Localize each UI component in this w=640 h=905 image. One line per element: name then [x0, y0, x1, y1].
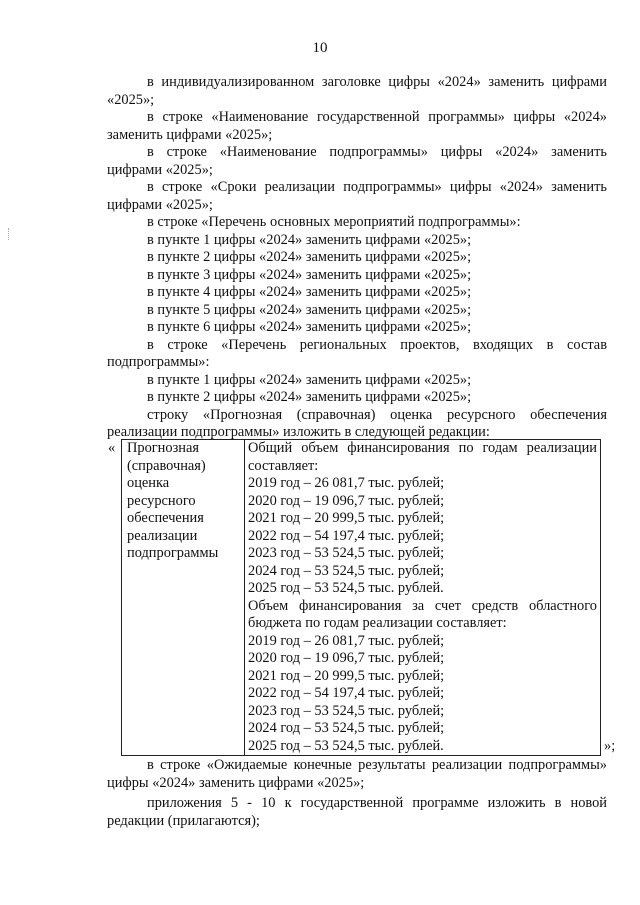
funding-line: 2024 год – 53 524,5 тыс. рублей; [248, 562, 445, 579]
funding-line: 2025 год – 53 524,5 тыс. рублей. [248, 737, 444, 754]
funding-line: 2025 год – 53 524,5 тыс. рублей. [248, 580, 444, 596]
row-label-line: Прогнозная [127, 440, 199, 456]
funding-line: 2023 год – 53 524,5 тыс. рублей; [248, 702, 445, 719]
funding-line: 2022 год – 54 197,4 тыс. рублей; [248, 527, 445, 544]
funding-row-label [122, 440, 245, 756]
funding-line: 2021 год – 20 999,5 тыс. рублей; [248, 667, 445, 684]
amendment-paragraph: в пункте 2 цифры «2024» заменить цифрами «2025»; [147, 249, 472, 265]
amendment-paragraph: в пункте 1 цифры «2024» заменить цифрами «2025»; [147, 231, 472, 248]
funding-line: 2020 год – 19 096,7 тыс. рублей; [248, 492, 445, 509]
funding-line: 2019 год – 26 081,7 тыс. рублей; [248, 632, 445, 649]
funding-line: 2019 год – 26 081,7 тыс. рублей; [248, 475, 445, 491]
amendment-paragraph: в пункте 5 цифры «2024» заменить цифрами «2025»; [147, 301, 472, 318]
amendment-list-bottom [107, 757, 607, 833]
margin-mark [8, 228, 11, 240]
row-label-line: (справочная) [127, 457, 206, 474]
amendment-paragraph: строку «Прогнозная (справочная) оценка ресурсного обеспечения реализации подпрограммы» изложить в следующей редакции: [107, 406, 607, 440]
funding-line: Объем финансирования за счет средств областного бюджета по годам реализации составляет: [248, 597, 597, 631]
funding-line: 2023 год – 53 524,5 тыс. рублей; [248, 545, 445, 561]
amendment-paragraph: в пункте 2 цифры «2024» заменить цифрами «2025»; [147, 389, 472, 405]
funding-line: 2024 год – 53 524,5 тыс. рублей; [248, 720, 445, 736]
amendment-paragraph: в пункте 6 цифры «2024» заменить цифрами «2025»; [147, 319, 472, 335]
amendment-list-top [107, 74, 607, 442]
row-label-line: оценка [127, 475, 170, 491]
opening-quote: « [108, 440, 116, 456]
closing-quote: »; [604, 738, 616, 754]
funding-line: 2021 год – 20 999,5 тыс. рублей; [248, 510, 445, 526]
amendment-paragraph: в строке «Наименование государственной программы» цифры «2024» заменить цифрами «2025»; [107, 109, 607, 143]
row-label-line: подпрограммы [127, 545, 219, 561]
amendment-paragraph: в пункте 4 цифры «2024» заменить цифрами «2025»; [147, 284, 472, 300]
row-label-line: обеспечения [127, 510, 204, 526]
page-number: 10 [312, 40, 328, 56]
funding-table [121, 439, 601, 756]
funding-line: Общий объем финансирования по годам реализации составляет: [248, 440, 597, 474]
amendment-paragraph: в строке «Сроки реализации подпрограммы» цифры «2024» заменить цифрами «2025»; [107, 179, 607, 213]
funding-line: 2020 год – 19 096,7 тыс. рублей; [248, 650, 445, 666]
amendment-paragraph: в индивидуализированном заголовке цифры «2024» заменить цифрами «2025»; [107, 74, 607, 108]
funding-line: 2022 год – 54 197,4 тыс. рублей; [248, 685, 445, 701]
amendment-paragraph: в строке «Наименование подпрограммы» цифры «2024» заменить цифрами «2025»; [107, 144, 607, 178]
row-label-line: реализации [127, 527, 198, 544]
funding-row-content [245, 440, 601, 756]
amendment-paragraph: приложения 5 - 10 к государственной программе изложить в новой редакции (прилагаются); [107, 795, 607, 829]
amendment-paragraph: в пункте 1 цифры «2024» заменить цифрами «2025»; [147, 371, 472, 388]
amendment-paragraph: в строке «Перечень основных мероприятий подпрограммы»: [147, 214, 521, 230]
row-label-line: ресурсного [127, 492, 196, 509]
amendment-paragraph: в строке «Ожидаемые конечные результаты реализации подпрограммы» цифры «2024» заменить цифрами «2025»; [107, 757, 607, 791]
amendment-paragraph: в пункте 3 цифры «2024» заменить цифрами «2025»; [147, 266, 472, 283]
amendment-paragraph: в строке «Перечень региональных проектов, входящих в состав подпрограммы»: [107, 336, 607, 370]
